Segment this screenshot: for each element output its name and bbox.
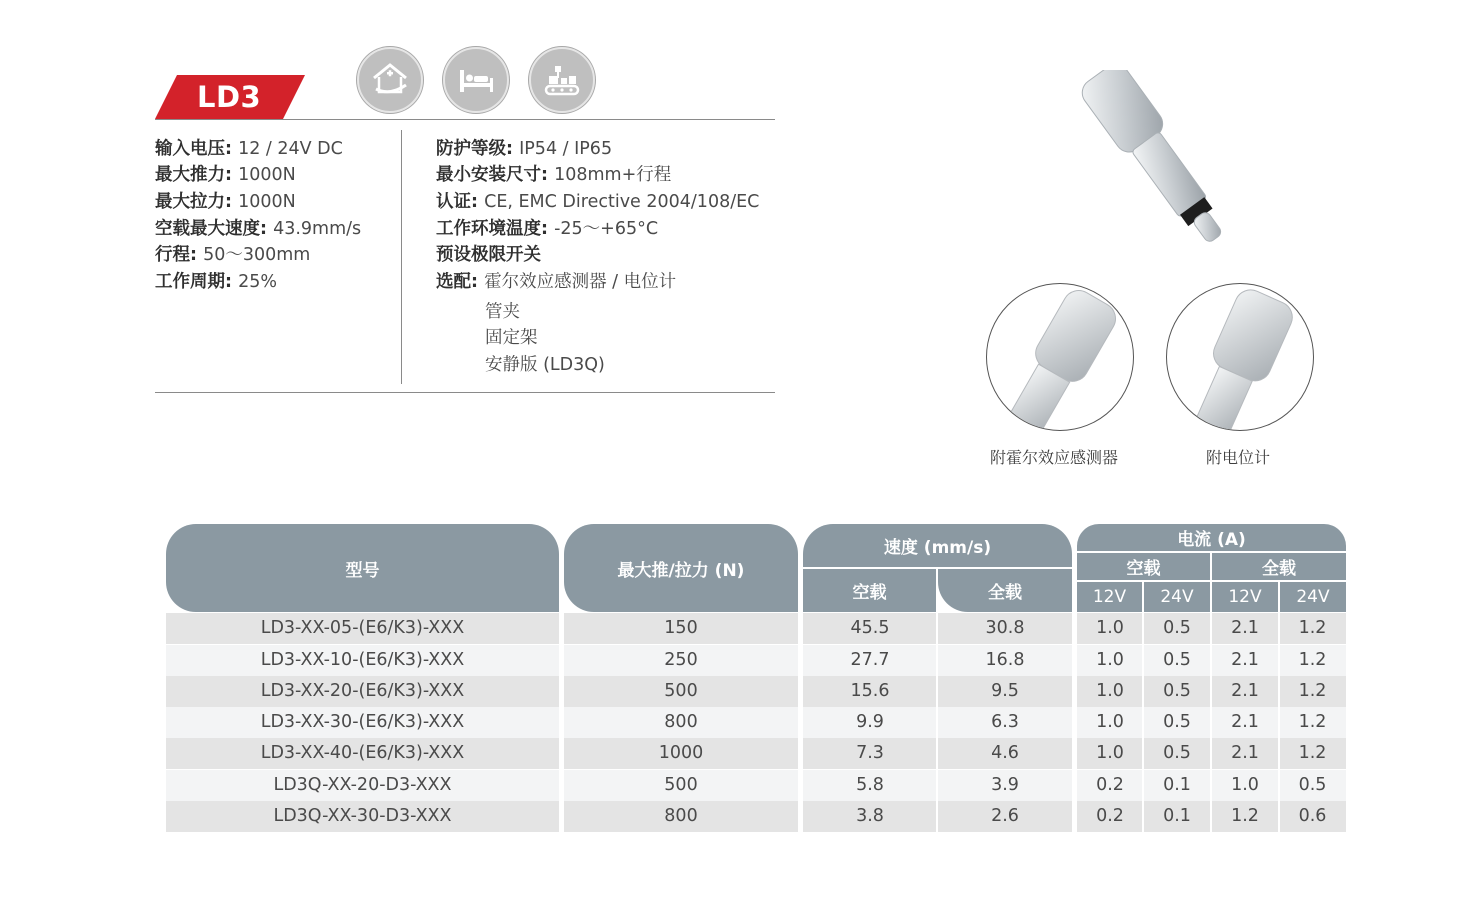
th-speed-fullload: 全载 — [938, 569, 1072, 612]
spec-min-install: 最小安装尺寸: 108mm+行程 — [436, 165, 672, 185]
spec-max-push: 最大推力: 1000N — [155, 165, 296, 185]
cell-speed-fullload: 3.9 — [991, 775, 1019, 795]
cell-noload-24v: 0.5 — [1163, 618, 1191, 638]
column-gap — [798, 612, 803, 834]
cell-speed-noload: 27.7 — [850, 650, 890, 670]
hall-sensor-photo — [986, 283, 1134, 431]
spec-divider — [401, 130, 402, 384]
cell-force: 800 — [664, 712, 698, 732]
cell-noload-12v: 1.0 — [1096, 618, 1124, 638]
caption-potentiometer: 附电位计 — [1206, 448, 1271, 467]
th-noload-12v: 12V — [1077, 582, 1142, 612]
cell-force: 800 — [664, 806, 698, 826]
cell-noload-24v: 0.5 — [1163, 681, 1191, 701]
table-row — [166, 707, 1346, 738]
cell-speed-fullload: 2.6 — [991, 806, 1019, 826]
cell-fullload-12v: 2.1 — [1231, 618, 1259, 638]
cell-fullload-12v: 2.1 — [1231, 712, 1259, 732]
cell-fullload-12v: 2.1 — [1231, 650, 1259, 670]
cell-speed-noload: 3.8 — [856, 806, 884, 826]
hospital-bed-icon — [443, 47, 509, 113]
cell-fullload-24v: 1.2 — [1298, 650, 1327, 670]
spec-limit-switch: 预设极限开关 — [436, 245, 541, 265]
option-pipe-clamp: 管夹 — [485, 302, 520, 322]
th-noload-24v: 24V — [1144, 582, 1210, 612]
cell-noload-12v: 1.0 — [1096, 712, 1124, 732]
table-row — [166, 770, 1346, 801]
cell-noload-12v: 1.0 — [1096, 681, 1124, 701]
cell-speed-fullload: 6.3 — [991, 712, 1019, 732]
cell-model: LD3Q-XX-20-D3-XXX — [273, 775, 452, 795]
cell-noload-12v: 1.0 — [1096, 650, 1124, 670]
th-current-fullload: 全载 — [1212, 553, 1346, 580]
cell-speed-noload: 7.3 — [856, 743, 884, 763]
conveyor-industrial-icon — [529, 47, 595, 113]
th-fullload-24v: 24V — [1280, 582, 1346, 612]
cell-speed-noload: 45.5 — [850, 618, 890, 638]
cell-fullload-24v: 1.2 — [1298, 681, 1327, 701]
cell-fullload-24v: 0.5 — [1298, 775, 1327, 795]
header-rule — [155, 119, 775, 120]
cell-speed-fullload: 30.8 — [985, 618, 1025, 638]
cell-model: LD3-XX-20-(E6/K3)-XXX — [260, 681, 465, 701]
column-gap — [936, 612, 938, 834]
th-speed: 速度 (mm/s) — [803, 524, 1072, 567]
cell-noload-24v: 0.5 — [1163, 743, 1191, 763]
spec-max-pull: 最大拉力: 1000N — [155, 192, 296, 212]
th-force: 最大推/拉力 (N) — [564, 524, 798, 612]
cell-speed-noload: 5.8 — [856, 775, 884, 795]
cell-force: 500 — [664, 775, 698, 795]
column-gap — [1072, 612, 1077, 834]
footer-rule — [155, 392, 775, 393]
cell-noload-24v: 0.1 — [1163, 775, 1191, 795]
cell-noload-12v: 1.0 — [1096, 743, 1124, 763]
spec-temperature: 工作环境温度: -25～+65°C — [436, 219, 659, 239]
cell-force: 150 — [664, 618, 698, 638]
cell-model: LD3Q-XX-30-D3-XXX — [273, 806, 452, 826]
cell-speed-noload: 9.9 — [856, 712, 884, 732]
spec-duty-cycle: 工作周期: 25% — [155, 272, 277, 292]
cell-model: LD3-XX-30-(E6/K3)-XXX — [260, 712, 465, 732]
cell-speed-fullload: 4.6 — [991, 743, 1019, 763]
cell-noload-12v: 0.2 — [1096, 775, 1124, 795]
cell-speed-fullload: 16.8 — [985, 650, 1025, 670]
table-row — [166, 645, 1346, 676]
spec-certification: 认证: CE, EMC Directive 2004/108/EC — [436, 192, 760, 212]
caption-hall-sensor: 附霍尔效应感测器 — [990, 448, 1119, 467]
cell-noload-24v: 0.5 — [1163, 712, 1191, 732]
cell-force: 1000 — [658, 743, 704, 763]
product-title: LD3 — [197, 80, 262, 114]
column-gap — [1278, 612, 1280, 834]
cell-speed-fullload: 9.5 — [991, 681, 1019, 701]
column-gap — [1210, 612, 1212, 834]
spec-max-speed: 空载最大速度: 43.9mm/s — [155, 219, 362, 239]
cell-noload-24v: 0.1 — [1163, 806, 1191, 826]
table-row — [166, 676, 1346, 707]
spec-options: 选配: 霍尔效应感测器 / 电位计 — [436, 272, 677, 292]
cell-noload-12v: 0.2 — [1096, 806, 1124, 826]
cell-fullload-24v: 1.2 — [1298, 618, 1327, 638]
cell-fullload-12v: 1.0 — [1231, 775, 1259, 795]
cell-force: 250 — [664, 650, 698, 670]
option-bracket: 固定架 — [485, 328, 538, 348]
actuator-photo — [1050, 70, 1260, 260]
cell-model: LD3-XX-40-(E6/K3)-XXX — [260, 743, 465, 763]
cell-fullload-12v: 2.1 — [1231, 681, 1259, 701]
spec-input-voltage: 输入电压: 12 / 24V DC — [155, 139, 343, 159]
column-gap — [559, 612, 564, 834]
spec-ip-rating: 防护等级: IP54 / IP65 — [436, 139, 613, 159]
option-quiet-version: 安静版 (LD3Q) — [485, 355, 605, 375]
potentiometer-photo — [1166, 283, 1314, 431]
th-current-noload: 空载 — [1077, 553, 1210, 580]
spec-stroke: 行程: 50～300mm — [155, 245, 311, 265]
table-row — [166, 738, 1346, 769]
th-current: 电流 (A) — [1077, 524, 1346, 551]
cell-fullload-24v: 1.2 — [1298, 743, 1327, 763]
table-row — [166, 801, 1346, 832]
column-gap — [1142, 612, 1144, 834]
cell-model: LD3-XX-10-(E6/K3)-XXX — [260, 650, 465, 670]
home-care-icon — [357, 47, 423, 113]
th-fullload-12v: 12V — [1212, 582, 1278, 612]
cell-fullload-24v: 1.2 — [1298, 712, 1327, 732]
cell-noload-24v: 0.5 — [1163, 650, 1191, 670]
th-model: 型号 — [166, 524, 559, 612]
cell-fullload-24v: 0.6 — [1298, 806, 1327, 826]
cell-fullload-12v: 2.1 — [1231, 743, 1259, 763]
th-speed-noload: 空载 — [803, 569, 936, 612]
cell-model: LD3-XX-05-(E6/K3)-XXX — [260, 618, 465, 638]
cell-force: 500 — [664, 681, 698, 701]
cell-fullload-12v: 1.2 — [1231, 806, 1259, 826]
cell-speed-noload: 15.6 — [850, 681, 890, 701]
table-row — [166, 613, 1346, 644]
